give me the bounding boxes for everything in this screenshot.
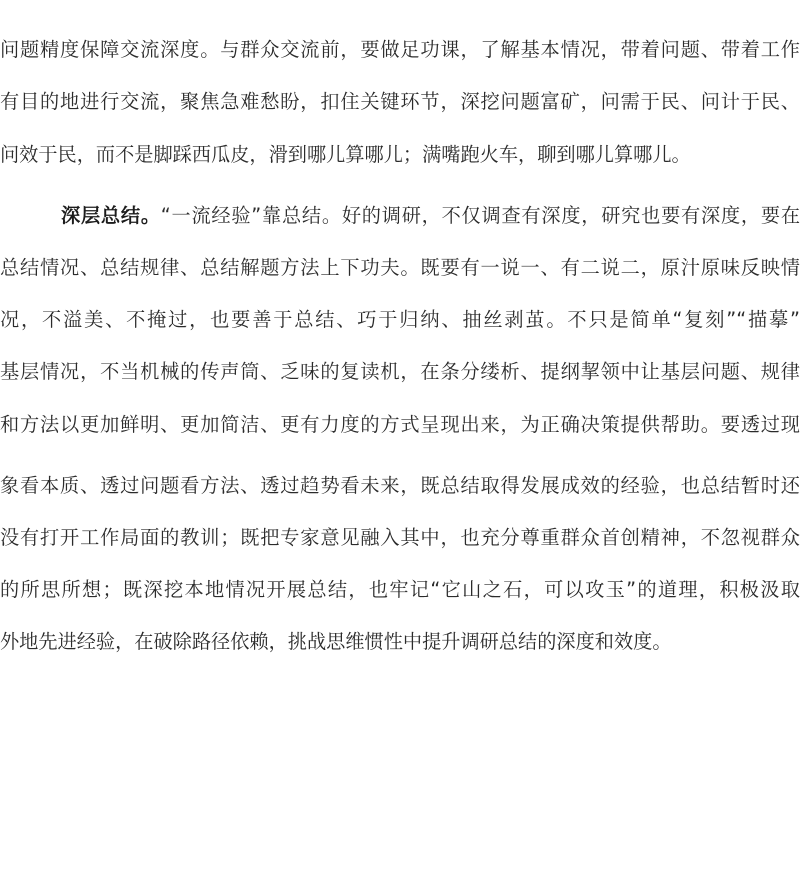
paragraph-2-line-6: 象看本质、透过问题看方法、透过趋势看未来，既总结取得发展成效的经验，也总结暂时还 — [0, 474, 800, 497]
paragraph-2-line-5: 和方法以更加鲜明、更加简洁、更有力度的方式呈现出来，为正确决策提供帮助。要透过现 — [0, 413, 800, 436]
paragraph-2-line-3: 况，不溢美、不掩过，也要善于总结、巧于归纳、抽丝剥茧。不只是简单“复刻”“描摹” — [0, 308, 800, 331]
paragraph-2-line-2: 总结情况、总结规律、总结解题方法上下功夫。既要有一说一、有二说二，原汁原味反映情 — [0, 256, 800, 279]
paragraph-2-line-1 — [61, 186, 800, 246]
paragraph-2-line-4: 基层情况，不当机械的传声筒、乏味的复读机，在条分缕析、提纲挈领中让基层问题、规律 — [0, 360, 800, 383]
section-heading: 深层总结。 — [61, 204, 161, 227]
paragraph-1-line-1: 问题精度保障交流深度。与群众交流前，要做足功课，了解基本情况，带着问题、带着工作 — [0, 38, 800, 61]
paragraph-2-line-7: 没有打开工作局面的教训；既把专家意见融入其中，也充分尊重群众首创精神，不忽视群众 — [0, 526, 800, 549]
paragraph-2-line-8: 的所思所想；既深挖本地情况开展总结，也牢记“它山之石，可以攻玉”的道理，积极汲取 — [0, 578, 800, 601]
paragraph-1-line-2: 有目的地进行交流，聚焦急难愁盼，扣住关键环节，深挖问题富矿，问需于民、问计于民、 — [0, 90, 800, 113]
paragraph-2-line-9: 外地先进经验，在破除路径依赖，挑战思维惯性中提升调研总结的深度和效度。 — [0, 630, 672, 653]
paragraph-1-line-3: 问效于民，而不是脚踩西瓜皮，滑到哪儿算哪儿；满嘴跑火车，聊到哪儿算哪儿。 — [0, 143, 691, 166]
paragraph-2-line-1-text: “一流经验”靠总结。好的调研，不仅调查有深度，研究也要有深度，要在 — [160, 204, 800, 227]
